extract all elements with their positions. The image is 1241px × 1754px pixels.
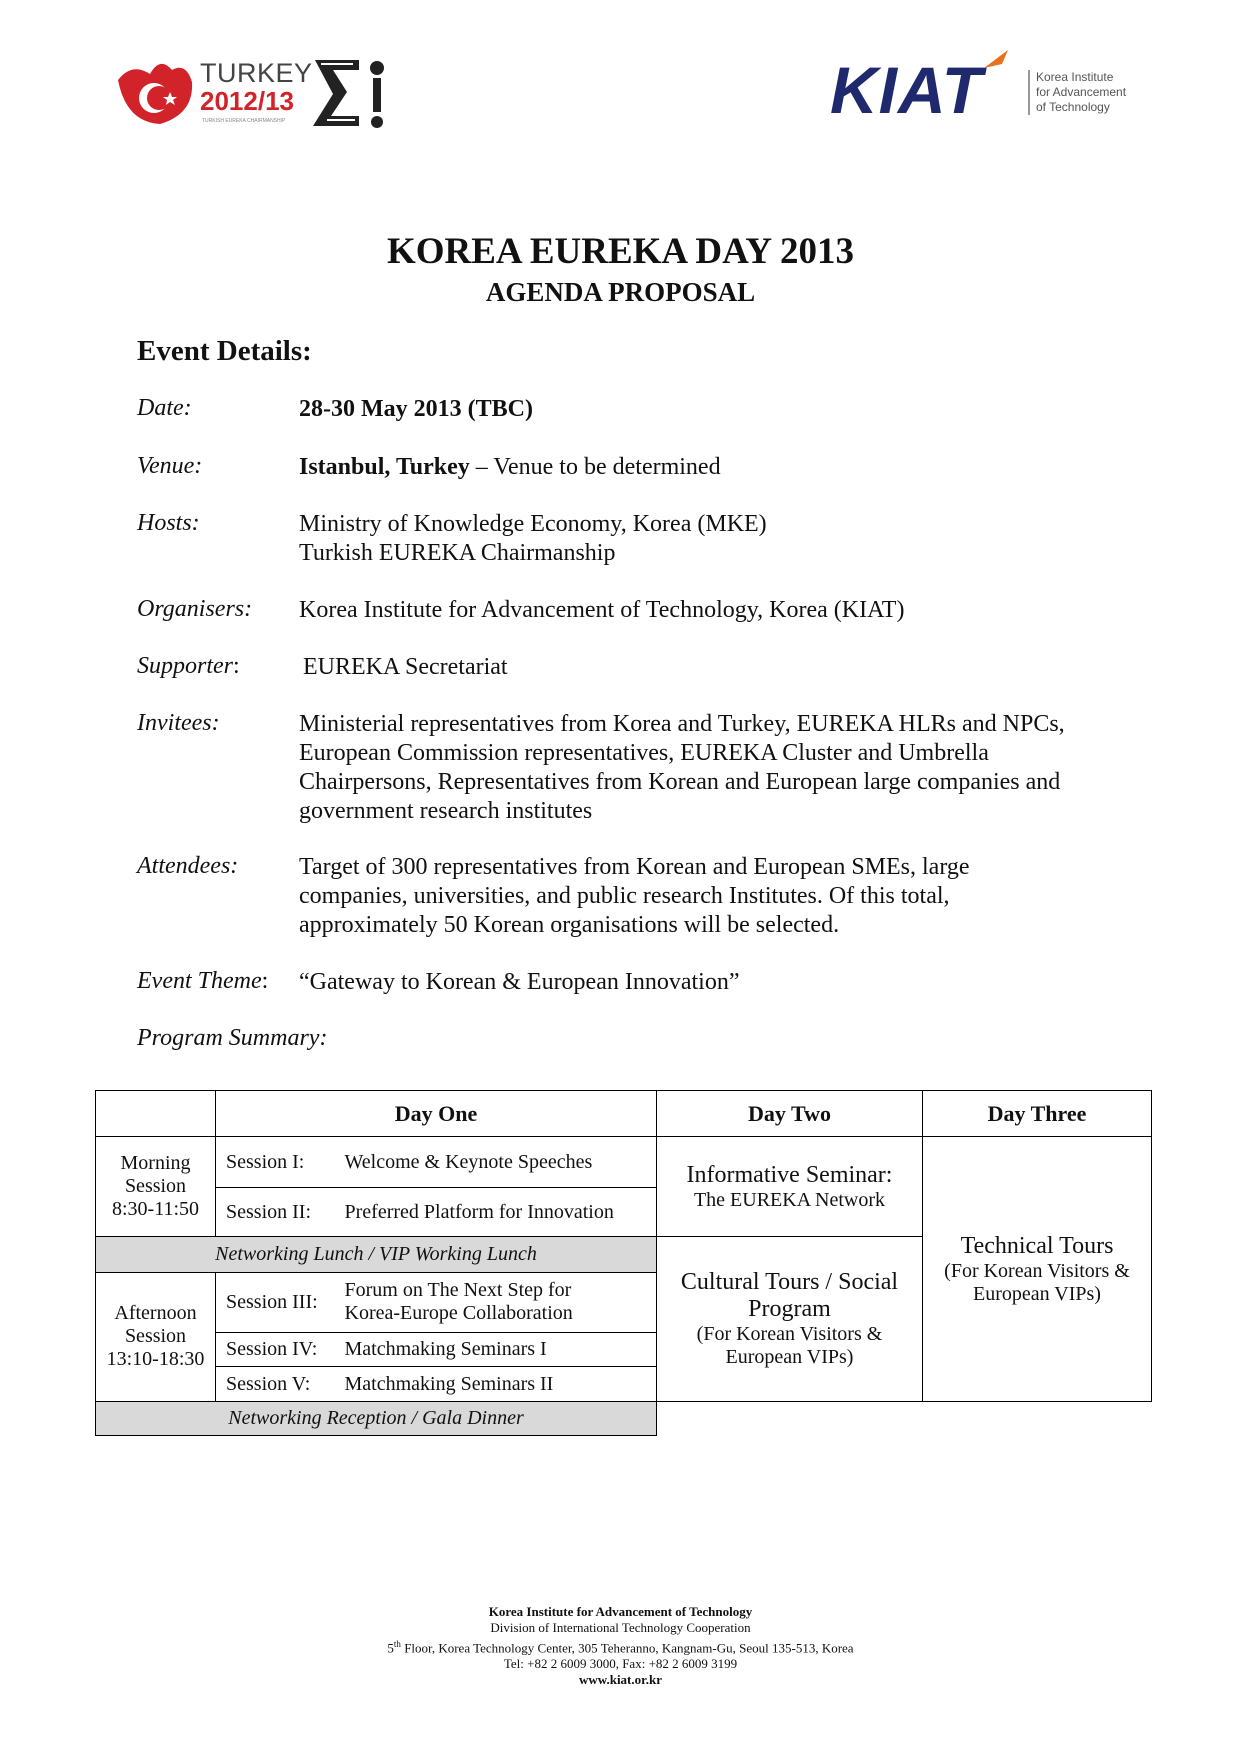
document-title: KOREA EUREKA DAY 2013 [386, 231, 855, 272]
program-summary-label: Program Summary: [137, 1025, 328, 1051]
technical-tours-cell: Technical Tours (For Korean Visitors & European VIPs) [923, 1137, 1152, 1401]
attendees-value: Target of 300 representatives from Korean and European SMEs, large companies, universities, and public research Institutes. Of this total, approximately 50 Korean organisations will be selected. [299, 854, 970, 938]
session-2-label: Session II: [216, 1187, 341, 1236]
session-1-value: Welcome & Keynote Speeches [341, 1137, 657, 1187]
afternoon-session-cell: Afternoon Session 13:10-18:30 [96, 1272, 216, 1401]
day-two-header: Day Two [657, 1091, 923, 1137]
turkey-logo-small-text: TURKISH EUREKA CHAIRMANSHIP [202, 118, 286, 124]
eureka-sigma-icon [307, 54, 397, 134]
session-3-label: Session III: [216, 1272, 341, 1333]
venue-label: Venue: [137, 453, 203, 479]
session-4-label: Session IV: [216, 1333, 341, 1367]
session-1-label: Session I: [216, 1137, 341, 1187]
tulip-flag-icon [112, 52, 198, 132]
session-5-value: Matchmaking Seminars II [341, 1367, 657, 1401]
day-three-header: Day Three [923, 1091, 1152, 1137]
hosts-value: Ministry of Knowledge Economy, Korea (MKE) Turkish EUREKA Chairmanship [299, 511, 767, 566]
date-label: Date: [137, 395, 192, 421]
morning-session-cell: Morning Session 8:30-11:50 [96, 1137, 216, 1237]
footer-website-link[interactable]: www.kiat.or.kr [579, 1672, 662, 1688]
table-header-row [96, 1091, 1152, 1137]
footer-org: Korea Institute for Advancement of Technology [488, 1604, 753, 1619]
organisers-value: Korea Institute for Advancement of Technology, Korea (KIAT) [299, 597, 905, 623]
session-4-value: Matchmaking Seminars I [341, 1333, 657, 1367]
networking-lunch-cell: Networking Lunch / VIP Working Lunch [96, 1237, 657, 1272]
kiat-descriptor: Korea Institute for Advancement of Technology [1028, 70, 1126, 115]
supporter-label: Supporter: [137, 653, 240, 679]
program-summary-table [95, 1090, 1152, 1436]
day-one-header: Day One [216, 1091, 657, 1137]
footer [0, 1604, 1241, 1688]
table-corner-cell [96, 1091, 216, 1137]
turkey-eureka-logo [112, 52, 402, 132]
supporter-value: EUREKA Secretariat [303, 654, 508, 680]
document-subtitle: AGENDA PROPOSAL [485, 277, 756, 307]
kiat-wordmark: KIAT [830, 53, 984, 127]
networking-reception-cell: Networking Reception / Gala Dinner [96, 1401, 657, 1435]
event-theme-label: Event Theme: [137, 968, 269, 994]
table-row [96, 1137, 1152, 1187]
event-theme-value: “Gateway to Korean & European Innovation” [299, 969, 740, 995]
turkey-logo-years: 2012/13 [200, 86, 294, 116]
invitees-label: Invitees: [137, 710, 220, 736]
date-value: 28-30 May 2013 (TBC) [299, 396, 533, 422]
invitees-value: Ministerial representatives from Korea and Turkey, EUREKA HLRs and NPCs, European Commission representatives, EUREKA Cluster and Umbrella Chairpersons, Representatives from Korean and European large companies and government research institutes [299, 711, 1065, 824]
turkey-logo-text: TURKEY [200, 58, 313, 88]
attendees-label: Attendees: [137, 853, 239, 879]
hosts-label: Hosts: [137, 510, 200, 536]
session-5-label: Session V: [216, 1367, 341, 1401]
cultural-tours-cell: Cultural Tours / Social Program (For Korean Visitors & European VIPs) [657, 1237, 923, 1401]
kiat-accent-icon [982, 48, 1012, 70]
table-row [96, 1401, 1152, 1435]
event-details-heading: Event Details: [137, 335, 312, 367]
session-3-value: Forum on The Next Step for Korea-Europe Collaboration [341, 1272, 657, 1333]
footer-address: 5th Floor, Korea Technology Center, 305 Teheranno, Kangnam-Gu, Seoul 135-513, Korea [387, 1639, 854, 1656]
kiat-logo [830, 48, 1150, 128]
venue-value: Istanbul, Turkey – Venue to be determined [299, 454, 721, 480]
session-2-value: Preferred Platform for Innovation [341, 1187, 657, 1236]
organisers-label: Organisers: [137, 596, 253, 622]
footer-division: Division of International Technology Cooperation [490, 1620, 751, 1635]
footer-contact: Tel: +82 2 6009 3000, Fax: +82 2 6009 3199 [503, 1656, 738, 1672]
informative-seminar-cell: Informative Seminar: The EUREKA Network [657, 1137, 923, 1237]
